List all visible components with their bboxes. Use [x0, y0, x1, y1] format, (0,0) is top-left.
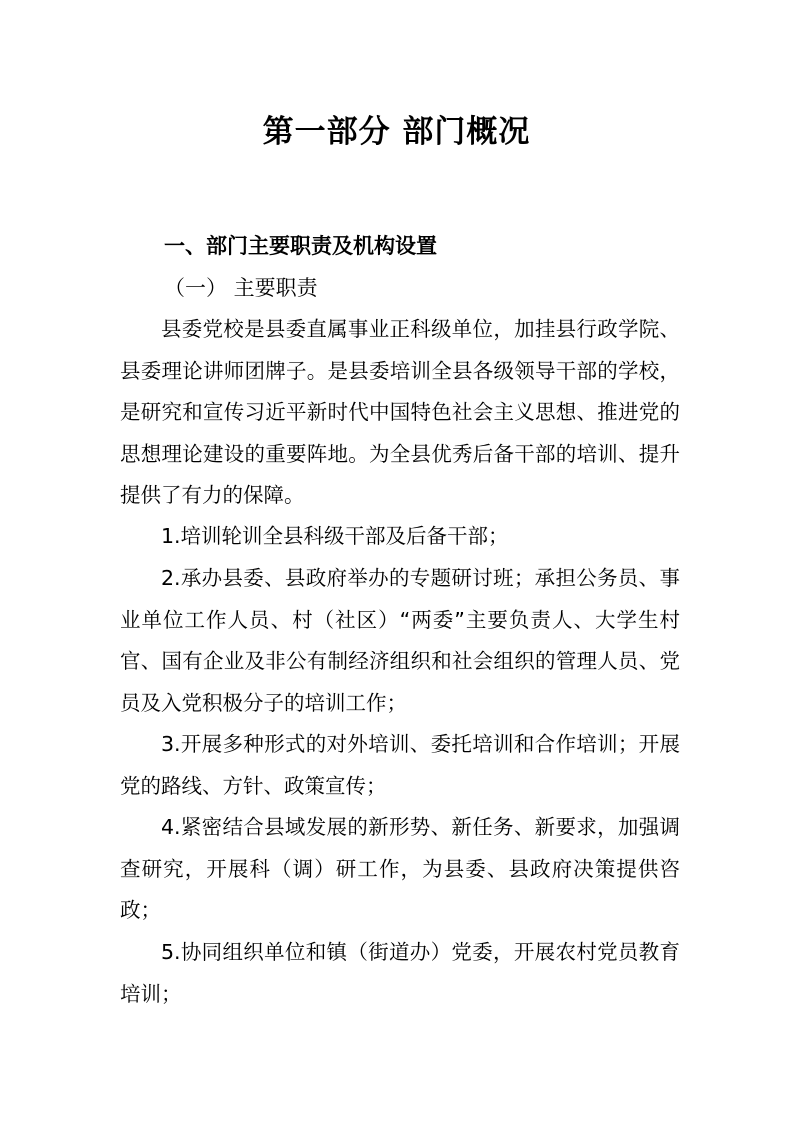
- duty-item-1: 1.培训轮训全县科级干部及后备干部；: [161, 524, 509, 548]
- subsection-heading: （一） 主要职责: [164, 276, 318, 300]
- section-heading: 一、部门主要职责及机构设置: [164, 234, 437, 258]
- page-title: 第一部分 部门概况: [262, 114, 531, 150]
- duty-item-5: 5.协同组织单位和镇（街道办）党委，开展农村党员教育培训；: [120, 940, 680, 1006]
- duty-item-3: 3.开展多种形式的对外培训、委托培训和合作培训；开展党的路线、方针、政策宣传；: [120, 732, 680, 798]
- duty-item-4: 4.紧密结合县域发展的新形势、新任务、新要求，加强调查研究，开展科（调）研工作，为县委、县政府决策提供咨政；: [120, 815, 680, 922]
- duty-item-2: 2.承办县委、县政府举办的专题研讨班；承担公务员、事业单位工作人员、村（社区）“两委”主要负责人、大学生村官、国有企业及非公有制经济组织和社会组织的管理人员、党员及入党积极分子的培训工作；: [120, 566, 680, 715]
- intro-paragraph: 县委党校是县委直属事业正科级单位，加挂县行政学院、县委理论讲师团牌子。是县委培训全县各级领导干部的学校，是研究和宣传习近平新时代中国特色社会主义思想、推进党的思想理论建设的重要阵地。为全县优秀后备干部的培训、提升提供了有力的保障。: [120, 317, 680, 507]
